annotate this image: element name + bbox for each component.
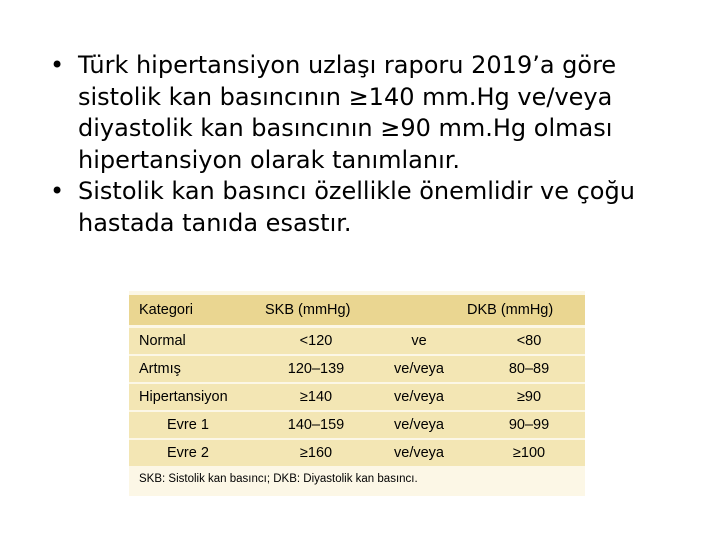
bullet-list: [48, 50, 698, 239]
table-header-row: [129, 295, 585, 325]
cell-category: Normal: [139, 333, 186, 349]
table-row-normal: [129, 328, 585, 354]
header-skb: SKB (mmHg): [265, 302, 351, 318]
bullet-item-systolic: [48, 176, 698, 239]
table-row-hypertension: [129, 384, 585, 410]
cell-conjunction: ve/veya: [394, 417, 444, 433]
cell-dkb: ≥100: [512, 445, 546, 461]
blood-pressure-table: [129, 291, 585, 496]
cell-category: Evre 1: [167, 417, 209, 433]
cell-conjunction: ve/veya: [394, 361, 444, 377]
cell-skb: ≥140: [299, 389, 333, 405]
table-row-elevated: [129, 356, 585, 382]
cell-skb: 140–159: [287, 417, 345, 433]
bullet-text: Sistolik kan basıncı özellikle önemlidir ve çoğu hastada tanıda esastır.: [78, 177, 635, 237]
cell-dkb: 90–99: [508, 417, 550, 433]
bullet-item-definition: [48, 50, 698, 176]
cell-conjunction: ve/veya: [394, 445, 444, 461]
cell-category: Artmış: [139, 361, 181, 377]
cell-dkb: ≥90: [516, 389, 542, 405]
table-footnote: SKB: Sistolik kan basıncı; DKB: Diyastolik kan basıncı.: [139, 473, 418, 485]
table-row-stage-2: [129, 440, 585, 466]
table-row-stage-1: [129, 412, 585, 438]
cell-conjunction: ve: [411, 333, 427, 349]
cell-category: Hipertansiyon: [139, 389, 228, 405]
cell-skb: ≥160: [299, 445, 333, 461]
bullet-text: Türk hipertansiyon uzlaşı raporu 2019’a göre sistolik kan basıncının ≥140 mm.Hg ve/veya diyastolik kan basıncının ≥90 mm.Hg olması hipertansiyon olarak tanımlanır.: [78, 51, 617, 174]
bullet-marker: •: [50, 51, 65, 79]
header-category: Kategori: [139, 302, 194, 318]
cell-dkb: <80: [516, 333, 542, 349]
cell-dkb: 80–89: [508, 361, 550, 377]
cell-skb: <120: [299, 333, 333, 349]
bullet-marker: •: [50, 177, 65, 205]
header-dkb: DKB (mmHg): [467, 302, 554, 318]
cell-category: Evre 2: [167, 445, 209, 461]
cell-conjunction: ve/veya: [394, 389, 444, 405]
cell-skb: 120–139: [287, 361, 345, 377]
